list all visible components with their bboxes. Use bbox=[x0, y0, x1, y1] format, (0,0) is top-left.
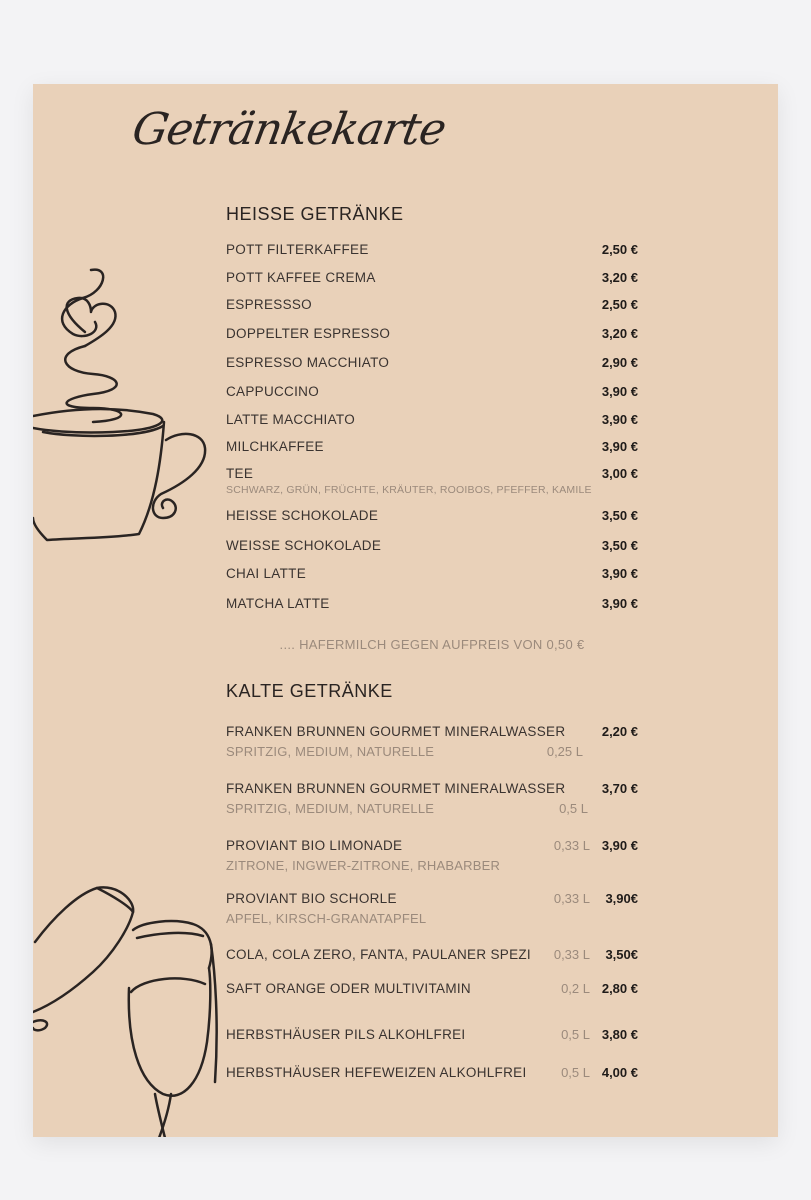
item-name: MATCHA LATTE bbox=[226, 596, 330, 611]
wine-glasses-toast-line-art-icon bbox=[33, 882, 218, 1137]
item-volume: 0,25 L bbox=[546, 744, 583, 759]
item-name: PROVIANT BIO LIMONADE bbox=[226, 838, 403, 853]
item-name: MILCHKAFFEE bbox=[226, 439, 324, 454]
item-description: SPRITZIG, MEDIUM, NATURELLE bbox=[226, 801, 435, 816]
item-description: ZITRONE, INGWER-ZITRONE, RHABARBER bbox=[226, 858, 501, 873]
item-volume: 0,2 L bbox=[561, 981, 590, 996]
coffee-cup-line-art-icon bbox=[33, 262, 218, 557]
item-name: FRANKEN BRUNNEN GOURMET MINERALWASSER bbox=[226, 724, 566, 739]
item-name: DOPPELTER ESPRESSO bbox=[226, 326, 391, 341]
item-name: WEISSE SCHOKOLADE bbox=[226, 538, 382, 553]
item-name: TEE bbox=[226, 466, 254, 481]
menu-item-row bbox=[226, 538, 638, 556]
item-name: HERBSTHÄUSER PILS ALKOHLFREI bbox=[226, 1027, 466, 1042]
item-price: 2,20 € bbox=[601, 724, 638, 739]
item-name: COLA, COLA ZERO, FANTA, PAULANER SPEZI bbox=[226, 947, 531, 962]
section-heading-hot-drinks: HEISSE GETRÄNKE bbox=[226, 204, 404, 224]
item-price: 3,90€ bbox=[605, 891, 638, 906]
item-name: CAPPUCCINO bbox=[226, 384, 320, 399]
page-title: Getränkekarte bbox=[128, 104, 450, 155]
item-name: HERBSTHÄUSER HEFEWEIZEN ALKOHLFREI bbox=[226, 1065, 527, 1080]
menu-item-row bbox=[226, 355, 638, 373]
item-description: SPRITZIG, MEDIUM, NATURELLE bbox=[226, 744, 435, 759]
item-price: 3,90 € bbox=[601, 384, 638, 399]
menu-item-row bbox=[226, 412, 638, 430]
item-name: FRANKEN BRUNNEN GOURMET MINERALWASSER bbox=[226, 781, 566, 796]
menu-item-row bbox=[226, 838, 638, 873]
item-price: 3,70 € bbox=[601, 781, 638, 796]
menu-item-row bbox=[226, 566, 638, 584]
item-volume: 0,33 L bbox=[553, 947, 590, 962]
menu-item-row bbox=[226, 242, 638, 260]
item-price: 2,50 € bbox=[601, 242, 638, 257]
menu-page bbox=[33, 84, 778, 1137]
item-price: 2,90 € bbox=[601, 355, 638, 370]
item-volume: 0,33 L bbox=[553, 891, 590, 906]
menu-item-row bbox=[226, 508, 638, 526]
item-price: 2,80 € bbox=[601, 981, 638, 996]
item-price: 3,90 € bbox=[601, 412, 638, 427]
menu-item-row bbox=[226, 297, 638, 315]
menu-item-row bbox=[226, 384, 638, 402]
item-name: SAFT ORANGE ODER MULTIVITAMIN bbox=[226, 981, 471, 996]
item-name: HEISSE SCHOKOLADE bbox=[226, 508, 379, 523]
item-volume: 0,5 L bbox=[561, 1027, 590, 1042]
item-name: POTT KAFFEE CREMA bbox=[226, 270, 376, 285]
item-price: 3,90 € bbox=[601, 566, 638, 581]
menu-item-row bbox=[226, 781, 638, 816]
menu-item-row bbox=[226, 596, 638, 614]
item-price: 3,90 € bbox=[601, 439, 638, 454]
item-price: 3,50 € bbox=[601, 508, 638, 523]
item-name: ESPRESSO MACCHIATO bbox=[226, 355, 390, 370]
item-price: 3,00 € bbox=[601, 466, 638, 481]
menu-item-row bbox=[226, 891, 638, 926]
menu-item-row bbox=[226, 270, 638, 288]
item-name: PROVIANT BIO SCHORLE bbox=[226, 891, 397, 906]
item-price: 3,50€ bbox=[605, 947, 638, 962]
menu-item-row bbox=[226, 466, 638, 496]
item-volume: 0,33 L bbox=[553, 838, 590, 853]
item-name: POTT FILTERKAFFEE bbox=[226, 242, 369, 257]
item-name: CHAI LATTE bbox=[226, 566, 307, 581]
menu-item-row bbox=[226, 947, 638, 965]
item-price: 3,50 € bbox=[601, 538, 638, 553]
item-description: APFEL, KIRSCH-GRANATAPFEL bbox=[226, 911, 427, 926]
item-price: 3,90 € bbox=[601, 596, 638, 611]
menu-item-row bbox=[226, 439, 638, 457]
item-volume: 0,5 L bbox=[561, 1065, 590, 1080]
menu-item-row bbox=[226, 724, 638, 759]
item-price: 4,00 € bbox=[601, 1065, 638, 1080]
menu-item-row bbox=[226, 326, 638, 344]
item-name: ESPRESSSO bbox=[226, 297, 312, 312]
item-price: 3,20 € bbox=[601, 270, 638, 285]
item-price: 2,50 € bbox=[601, 297, 638, 312]
item-price: 3,80 € bbox=[601, 1027, 638, 1042]
menu-item-row bbox=[226, 1065, 638, 1083]
item-name: LATTE MACCHIATO bbox=[226, 412, 356, 427]
section-heading-cold-drinks: KALTE GETRÄNKE bbox=[226, 681, 393, 701]
item-price: 3,90 € bbox=[601, 838, 638, 853]
item-price: 3,20 € bbox=[601, 326, 638, 341]
menu-item-row bbox=[226, 981, 638, 999]
item-volume: 0,5 L bbox=[559, 801, 588, 816]
menu-item-row bbox=[226, 1027, 638, 1045]
oat-milk-note: .... HAFERMILCH GEGEN AUFPREIS VON 0,50 € bbox=[279, 637, 585, 652]
item-description: SCHWARZ, GRÜN, FRÜCHTE, KRÄUTER, ROOIBOS, PFEFFER, KAMILE bbox=[226, 484, 592, 496]
